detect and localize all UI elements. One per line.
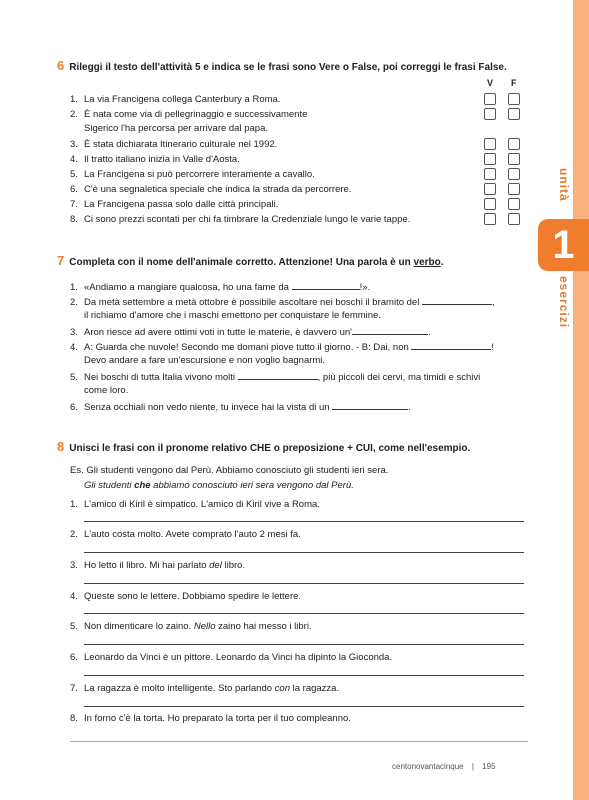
- checkbox-true-3[interactable]: [484, 138, 496, 150]
- ex6-item-2-cont: Sigerico l'ha percorsa per arrivare dal papa.: [84, 123, 268, 134]
- checkbox-true-6[interactable]: [484, 183, 496, 195]
- checkbox-true-1[interactable]: [484, 93, 496, 105]
- checkbox-false-8[interactable]: [508, 213, 520, 225]
- ex7-blank-5[interactable]: [238, 370, 318, 380]
- ex8-number: 8: [57, 439, 65, 454]
- footer-separator: |: [471, 762, 474, 771]
- ex7-item-6: 6. Senza occhiali non vedo niente, tu invece hai la vista di un .: [70, 402, 411, 413]
- checkbox-false-3[interactable]: [508, 138, 520, 150]
- ex8-item-3: 3. Ho letto il libro. Mi hai parlato del libro.: [70, 560, 246, 571]
- checkbox-true-5[interactable]: [484, 168, 496, 180]
- ex7-item-4: 4. A: Guarda che nuvole! Secondo me domani piove tutto il giorno. - B: Dai, non !: [70, 342, 495, 353]
- ex6-item-3: 3. È stata dichiarata Itinerario culturale nel 1992.: [70, 139, 278, 150]
- ex7-blank-6[interactable]: [332, 400, 408, 410]
- checkbox-true-4[interactable]: [484, 153, 496, 165]
- ex8-answer-line-5[interactable]: [84, 644, 524, 645]
- ex6-item-7: 7. La Francigena passa solo dalle città principali.: [70, 199, 279, 210]
- false-column-label: F: [511, 78, 517, 88]
- ex8-answer-line-1[interactable]: [84, 521, 524, 522]
- ex7-underlined-word: verbo: [413, 257, 441, 268]
- ex7-item-5-cont: come loro.: [84, 385, 129, 396]
- ex8-answer-line-7[interactable]: [84, 706, 524, 707]
- ex7-title: 7 Completa con il nome dell'animale corretto. Attenzione! Una parola è un verbo.: [57, 253, 444, 268]
- checkbox-false-5[interactable]: [508, 168, 520, 180]
- ex8-answer-line-2[interactable]: [84, 552, 524, 553]
- ex8-answer-line-4[interactable]: [84, 613, 524, 614]
- ex8-item-4: 4. Queste sono le lettere. Dobbiamo spedire le lettere.: [70, 591, 302, 602]
- ex8-item-7: 7. La ragazza è molto intelligente. Sto parlando con la ragazza.: [70, 683, 340, 694]
- ex6-item-8: 8. Ci sono prezzi scontati per chi fa timbrare la Credenziale lungo le varie tappe.: [70, 214, 411, 225]
- checkbox-true-8[interactable]: [484, 213, 496, 225]
- ex8-example-line-2: Gli studenti che abbiamo conosciuto ieri sera vengono dal Perù.: [84, 480, 354, 491]
- page-number: 195: [482, 762, 496, 771]
- ex7-blank-3[interactable]: [352, 325, 428, 335]
- ex8-answer-line-3[interactable]: [84, 583, 524, 584]
- ex7-blank-2[interactable]: [422, 295, 492, 305]
- ex7-number: 7: [57, 253, 65, 268]
- ex6-number: 6: [57, 58, 65, 73]
- ex7-item-5: 5. Nei boschi di tutta Italia vivono molti , più piccoli dei cervi, ma timidi e schivi: [70, 372, 481, 383]
- checkbox-true-2[interactable]: [484, 108, 496, 120]
- ex7-item-2: 2. Da metà settembre a metà ottobre è possibile ascoltare nei boschi il bramito del ,: [70, 297, 495, 308]
- ex8-item-6: 6. Leonardo da Vinci è un pittore. Leonardo da Vinci ha dipinto la Gioconda.: [70, 652, 393, 663]
- side-bar: [573, 0, 589, 800]
- unit-label: unità: [557, 168, 571, 202]
- checkbox-false-1[interactable]: [508, 93, 520, 105]
- ex8-item-1: 1. L'amico di Kiril è simpatico. L'amico di Kiril vive a Roma.: [70, 499, 320, 510]
- section-label: esercizi: [557, 276, 571, 329]
- ex8-item-5: 5. Non dimenticare lo zaino. Nello zaino hai messo i libri.: [70, 621, 312, 632]
- ex6-item-4: 4. Il tratto italiano inizia in Valle d'Aosta.: [70, 154, 240, 165]
- ex6-item-1: 1. La via Francigena collega Canterbury a Roma.: [70, 94, 281, 105]
- checkbox-false-2[interactable]: [508, 108, 520, 120]
- ex8-answer-line-6[interactable]: [84, 675, 524, 676]
- ex8-title: [57, 439, 470, 454]
- ex6-item-6: 6. C'è una segnaletica speciale che indica la strada da percorrere.: [70, 184, 352, 195]
- ex7-item-3: 3. Aron riesce ad avere ottimi voti in tutte le materie, è davvero un' .: [70, 327, 431, 338]
- unit-tab: [538, 219, 589, 271]
- ex7-item-4-cont: Devo andare a fare un'escursione e non voglio bagnarmi.: [84, 355, 326, 366]
- ex6-instruction: Rileggi il testo dell'attività 5 e indica se le frasi sono Vere o False, poi correggi le frasi False.: [69, 62, 507, 73]
- ex6-item-5: 5. La Francigena si può percorrere interamente a cavallo.: [70, 169, 315, 180]
- ex8-instruction: Unisci le frasi con il pronome relativo CHE o preposizione + CUI, come nell'esempio.: [69, 443, 471, 454]
- ex8-item-2: 2. L'auto costa molto. Avete comprato l'auto 2 mesi fa.: [70, 529, 301, 540]
- ex7-blank-1[interactable]: [292, 280, 360, 290]
- ex7-item-1: 1. «Andiamo a mangiare qualcosa, ho una fame da !».: [70, 282, 371, 293]
- page-footer: [392, 762, 496, 771]
- ex8-item-8: 8. In forno c'è la torta. Ho preparato la torta per il tuo compleanno.: [70, 713, 351, 724]
- checkbox-false-6[interactable]: [508, 183, 520, 195]
- ex6-title: [57, 58, 507, 73]
- checkbox-true-7[interactable]: [484, 198, 496, 210]
- page-number-words: centonovantacinque: [392, 762, 464, 771]
- ex8-example-line-1: Es. Gli studenti vengono dal Perù. Abbiamo conosciuto gli studenti ieri sera.: [70, 465, 389, 476]
- ex6-item-2: 2. È nata come via di pellegrinaggio e successivamente: [70, 109, 308, 120]
- checkbox-false-7[interactable]: [508, 198, 520, 210]
- true-column-label: V: [487, 78, 494, 88]
- unit-number: 1: [552, 223, 575, 267]
- ex7-blank-4[interactable]: [411, 340, 491, 350]
- footer-rule: [70, 741, 528, 742]
- checkbox-false-4[interactable]: [508, 153, 520, 165]
- ex7-item-2-cont: il richiamo d'amore che i maschi emettono per conquistare le femmine.: [84, 310, 381, 321]
